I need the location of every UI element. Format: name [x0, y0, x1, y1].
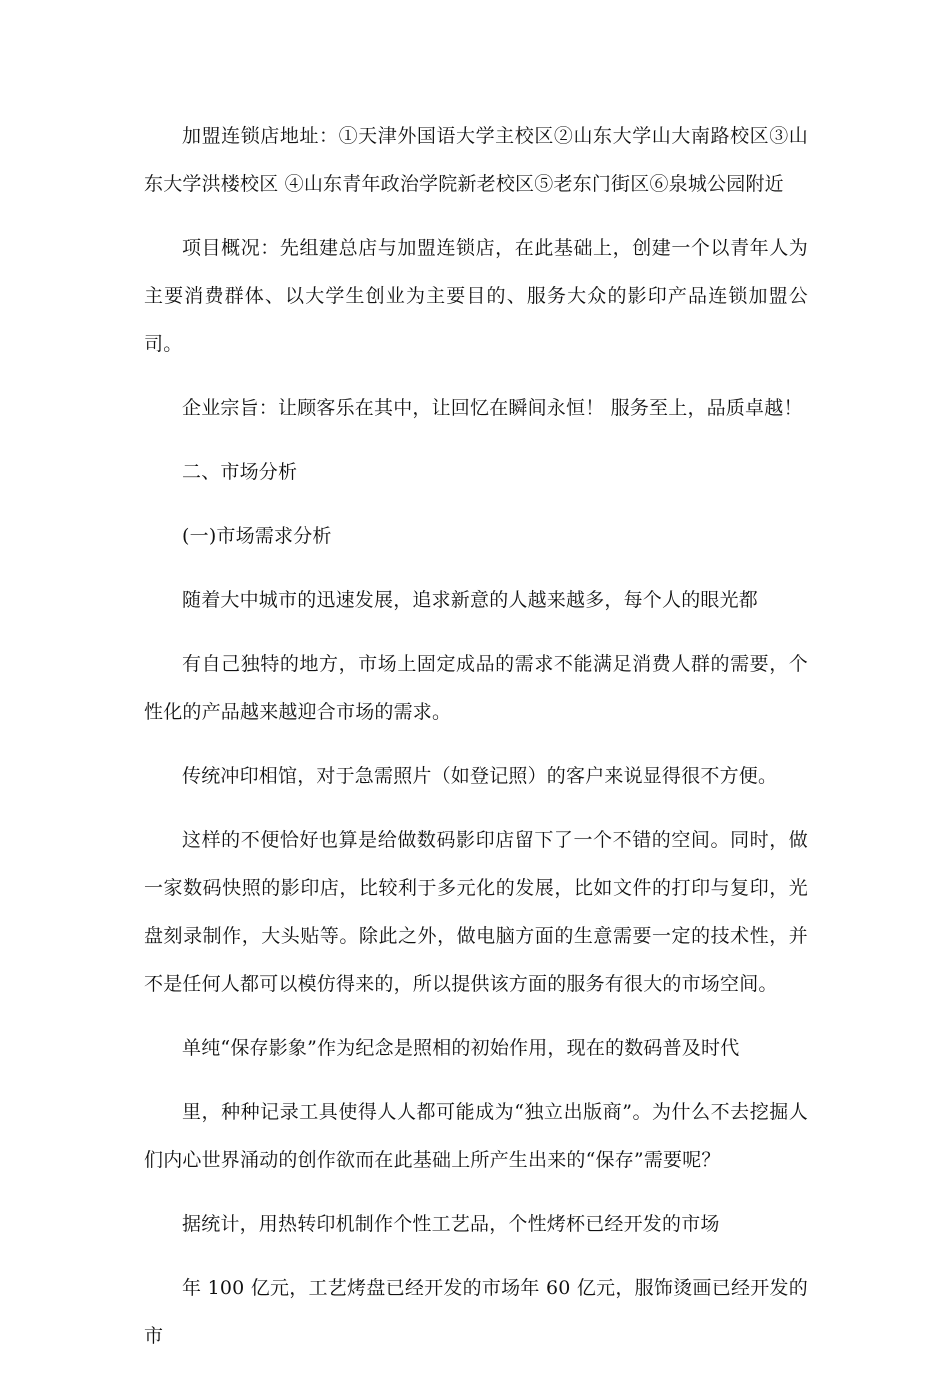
document-body [144, 112, 808, 1376]
paragraph-city-development: 随着大中城市的迅速发展，追求新意的人越来越多，每个人的眼光都 [182, 589, 759, 611]
subsection-heading-demand-analysis: (一)市场需求分析 [182, 525, 332, 547]
paragraph-personalized-products: 有自己独特的地方，市场上固定成品的需求不能满足消费人群的需要，个性化的产品越来越迎合市场的需求。 [144, 653, 808, 723]
paragraph-image-preservation: 单纯“保存影象”作为纪念是照相的初始作用，现在的数码普及时代 [182, 1037, 740, 1059]
paragraph-project-overview: 项目概况：先组建总店与加盟连锁店，在此基础上，创建一个以青年人为主要消费群体、以大学生创业为主要目的、服务大众的影印产品连锁加盟公司。 [144, 237, 808, 355]
paragraph-company-mission: 企业宗旨：让顾客乐在其中，让回忆在瞬间永恒！ 服务至上，品质卓越！ [182, 397, 803, 419]
paragraph-market-figures: 年 100 亿元，工艺烤盘已经开发的市场年 60 亿元，服饰烫画已经开发的市 [144, 1277, 808, 1347]
paragraph-statistics-intro: 据统计，用热转印机制作个性工艺品，个性烤杯已经开发的市场 [182, 1213, 720, 1235]
section-heading-market-analysis: 二、市场分析 [182, 461, 298, 483]
paragraph-digital-print-opportunity: 这样的不便恰好也算是给做数码影印店留下了一个不错的空间。同时，做一家数码快照的影印店，比较利于多元化的发展，比如文件的打印与复印，光盘刻录制作，大头贴等。除此之外，做电脑方面的生意需要一定的技术性，并不是任何人都可以模仿得来的，所以提供该方面的服务有很大的市场空间。 [144, 829, 808, 995]
paragraph-independent-publisher: 里，种种记录工具使得人人都可能成为“独立出版商”。为什么不去挖掘人们内心世界涌动的创作欲而在此基础上所产生出来的“保存”需要呢？ [144, 1101, 808, 1171]
paragraph-traditional-photo-studio: 传统冲印相馆，对于急需照片（如登记照）的客户来说显得很不方便。 [182, 765, 778, 787]
paragraph-franchise-addresses: 加盟连锁店地址：①天津外国语大学主校区②山东大学山大南路校区③山东大学洪楼校区 ④山东青年政治学院新老校区⑤老东门街区⑥泉城公园附近 [144, 125, 808, 195]
